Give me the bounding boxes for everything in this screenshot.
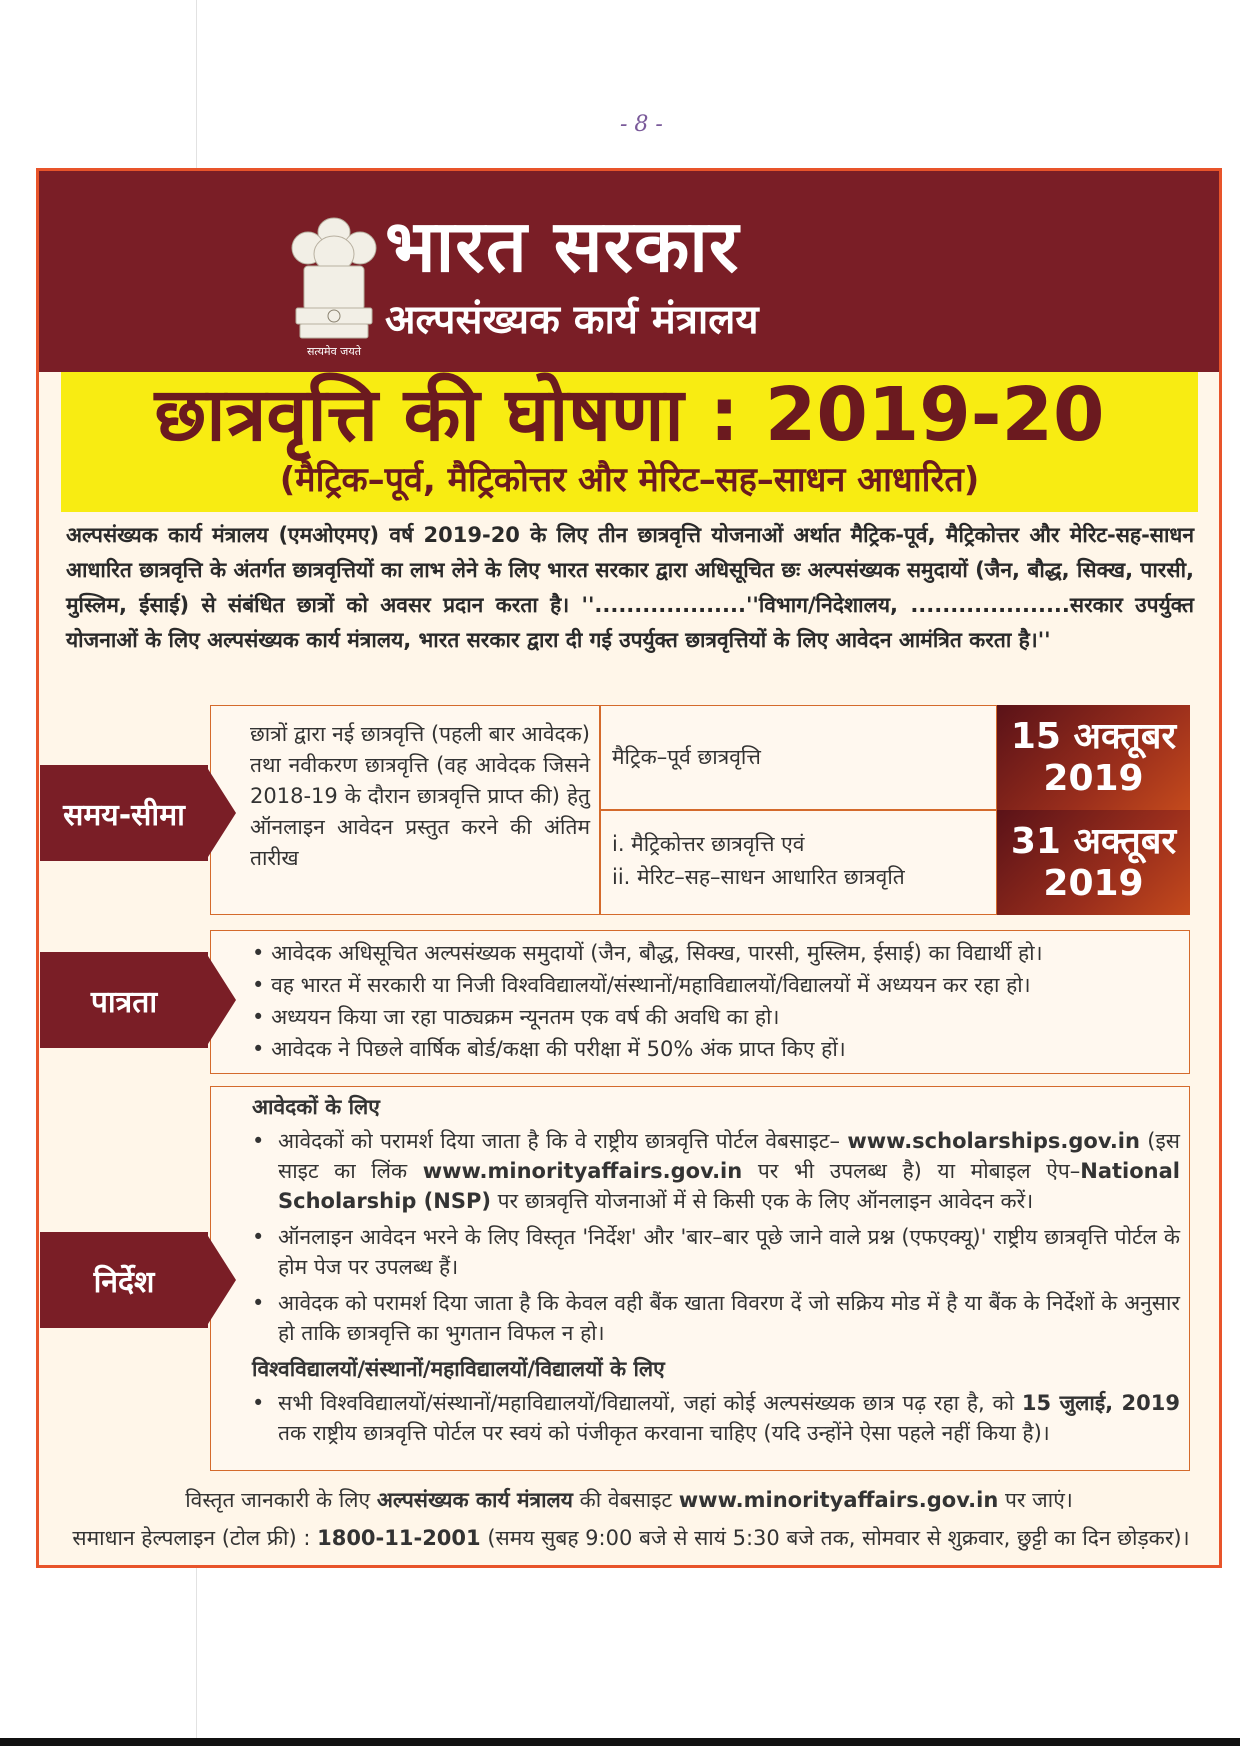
eligibility-label-text: पात्रता: [90, 984, 158, 1020]
nsp-app-name: National Scholarship (NSP): [278, 1159, 1180, 1213]
instructions-label: [40, 1232, 208, 1328]
eligibility-item-text: अध्ययन किया जा रहा पाठ्यक्रम न्यूनतम एक वर्ष की अवधि का हो।: [271, 1005, 780, 1029]
eligibility-label: [40, 952, 208, 1048]
instruction-item: • आवेदक को परामर्श दिया जाता है कि केवल वही बैंक खाता विवरण दें जो सक्रिय मोड में है या बैंक के निर्देशों के अनुसार हो ताकि छात्रवृत्ति का भुगतान विफल न हो।: [252, 1291, 1180, 1345]
deadline-row-2-date-day: 31 अक्तूबर: [1010, 820, 1177, 862]
applicants-heading: आवेदकों के लिए: [252, 1095, 380, 1119]
deadline-row-2-scheme-line1: i. मैट्रिकोत्तर छात्रवृत्ति एवं: [612, 832, 805, 856]
eligibility-item: • आवेदक ने पिछले वार्षिक बोर्ड/कक्षा की परीक्षा में 50% अंक प्राप्त किए हों।: [252, 1037, 846, 1061]
deadline-row-2-scheme-line2: ii. मेरिट–सह–साधन आधारित छात्रवृति: [612, 865, 905, 889]
registration-deadline: 15 जुलाई, 2019: [1021, 1391, 1180, 1415]
deadline-label: [40, 765, 208, 861]
scan-bottom-edge: [0, 1738, 1240, 1746]
eligibility-item: • वह भारत में सरकारी या निजी विश्वविद्यालयों/संस्थानों/महाविद्यालयों/विद्यालयों में अध्ययन कर रहा हो।: [252, 973, 1031, 997]
eligibility-list: [252, 937, 1182, 1065]
scholarship-title: छात्रवृत्ति की घोषणा : 2019-20: [154, 372, 1105, 458]
instructions-label-text: निर्देश: [93, 1264, 155, 1300]
instructions-label-arrow: [208, 1236, 236, 1324]
emblem-motto: सत्यमेव जयते: [306, 345, 361, 358]
eligibility-item-text: वह भारत में सरकारी या निजी विश्वविद्यालयों/संस्थानों/महाविद्यालयों/विद्यालयों में अध्ययन कर रहा हो।: [271, 973, 1031, 997]
page-number: - 8 -: [620, 112, 663, 137]
deadline-row-1-date-day: 15 अक्तूबर: [1010, 715, 1177, 757]
eligibility-item: • आवेदक अधिसूचित अल्पसंख्यक समुदायों (जैन, बौद्ध, सिक्ख, पारसी, मुस्लिम, ईसाई) का विद्यार्थी हो।: [252, 941, 1043, 965]
helpline-number: 1800-11-2001: [317, 1526, 481, 1550]
eligibility-item-text: आवेदक ने पिछले वार्षिक बोर्ड/कक्षा की परीक्षा में 50% अंक प्राप्त किए हों।: [271, 1037, 846, 1061]
deadline-description: छात्रों द्वारा नई छात्रवृत्ति (पहली बार आवेदक) तथा नवीकरण छात्रवृत्ति (वह आवेदक जिसने 2018-19 के दौरान छात्रवृत्ति प्राप्त की) हेतु ऑनलाइन आवेदन प्रस्तुत करने की अंतिम तारीख: [250, 722, 590, 870]
intro-text: अल्पसंख्यक कार्य मंत्रालय (एमओएमए) वर्ष 2019-20 के लिए तीन छात्रवृत्ति योजनाओं अर्थात मैट्रिक-पूर्व, मैट्रिकोत्तर और मेरिट-सह-साधन आधारित छात्रवृत्ति के अंतर्गत छात्रवृत्तियों का लाभ लेने के लिए भारत सरकार द्वारा अधिसूचित छः अल्पसंख्यक समुदायों (जैन, बौद्ध, सिक्ख, पारसी, मुस्लिम, ईसाई) से संबंधित छात्रों को अवसर प्रदान करता है। ''...................''विभाग/निदेशालय, ....................सरकार उपर्युक्त योजनाओं के लिए अल्पसंख्यक कार्य मंत्रालय, भारत सरकार द्वारा दी गई उपर्युक्त छात्रवृत्तियों के लिए आवेदन आमंत्रित करता है।'': [66, 523, 1194, 652]
deadline-row-2-date: [997, 810, 1190, 915]
footer-helpline: समाधान हेल्पलाइन (टोल फ्री) : 1800-11-2001 (समय सुबह 9:00 बजे से सायं 5:30 बजे तक, सोमवार से शुक्रवार, छुट्टी का दिन छोड़कर)।: [72, 1526, 1190, 1550]
institutions-heading: विश्वविद्यालयों/संस्थानों/महाविद्यालयों/विद्यालयों के लिए: [252, 1357, 665, 1381]
ministry-site-link[interactable]: www.minorityaffairs.gov.in: [422, 1159, 743, 1183]
eligibility-item-text: आवेदक अधिसूचित अल्पसंख्यक समुदायों (जैन, बौद्ध, सिक्ख, पारसी, मुस्लिम, ईसाई) का विद्यार्थी हो।: [271, 941, 1043, 965]
deadline-row-2-scheme: [612, 828, 905, 894]
instruction-item: • सभी विश्वविद्यालयों/संस्थानों/महाविद्यालयों/विद्यालयों, जहां कोई अल्पसंख्यक छात्र पढ़ रहा है, को 15 जुलाई, 2019 तक राष्ट्रीय छात्रवृत्ति पोर्टल पर स्वयं को पंजीकृत करवाना चाहिए (यदि उन्होंने ऐसा पहले नहीं किया है)।: [252, 1391, 1180, 1445]
ministry-name: अल्पसंख्यक कार्य मंत्रालय: [385, 297, 759, 343]
deadline-label-arrow: [208, 769, 236, 857]
scholarship-portal-link[interactable]: www.scholarships.gov.in: [847, 1129, 1140, 1153]
deadline-label-text: समय-सीमा: [63, 797, 185, 833]
footer-info: विस्तृत जानकारी के लिए अल्पसंख्यक कार्य मंत्रालय की वेबसाइट www.minorityaffairs.gov.in पर जाएं।: [185, 1488, 1073, 1512]
instruction-item: • आवेदकों को परामर्श दिया जाता है कि वे राष्ट्रीय छात्रवृत्ति पोर्टल वेबसाइट– www.scholarships.gov.in (इस साइट का लिंक www.minorityaffairs.gov.in पर भी उपलब्ध है) या मोबाइल ऐप–National Scholarship (NSP) पर छात्रवृत्ति योजनाओं में से किसी एक के लिए ऑनलाइन आवेदन करें।: [252, 1129, 1180, 1213]
deadline-row-1-scheme: मैट्रिक–पूर्व छात्रवृत्ति: [612, 745, 761, 769]
scholarship-subtitle: (मैट्रिक–पूर्व, मैट्रिकोत्तर और मेरिट–सह–साधन आधारित): [279, 460, 980, 500]
instruction-item: • ऑनलाइन आवेदन भरने के लिए विस्तृत 'निर्देश' और 'बार–बार पूछे जाने वाले प्रश्न (एफएक्यू)' राष्ट्रीय छात्रवृत्ति पोर्टल के होम पेज पर उपलब्ध हैं।: [252, 1225, 1180, 1279]
footer-website-link[interactable]: www.minorityaffairs.gov.in: [678, 1488, 999, 1512]
deadline-row-1-date-year: 2019: [1043, 757, 1144, 799]
eligibility-label-arrow: [208, 956, 236, 1044]
instructions-content: [252, 1092, 1180, 1454]
government-title: भारत सरकार: [385, 204, 740, 288]
deadline-row-1-date: [997, 705, 1190, 810]
intro-paragraph: [66, 518, 1194, 658]
eligibility-item: • अध्ययन किया जा रहा पाठ्यक्रम न्यूनतम एक वर्ष की अवधि का हो।: [252, 1005, 780, 1029]
deadline-row-2-date-year: 2019: [1043, 862, 1144, 904]
